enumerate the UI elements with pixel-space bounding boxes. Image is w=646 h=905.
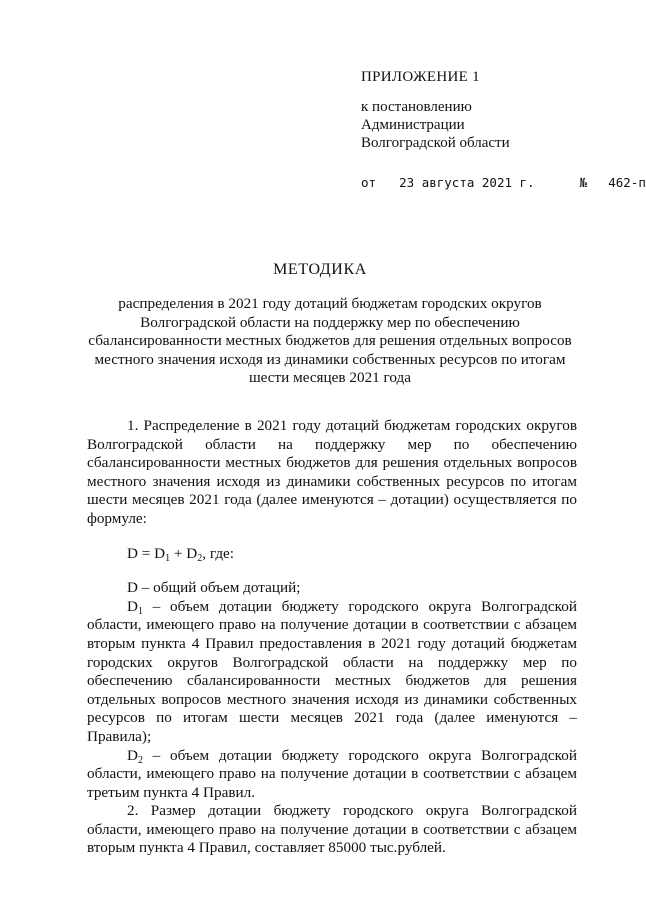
attachment-line-1: к постановлению	[361, 99, 472, 115]
formula-eq: = D	[137, 544, 166, 562]
formula-plus: + D	[170, 544, 198, 562]
formula-sub-1: 1	[165, 552, 171, 564]
definition-d: D – общий объем дотаций;	[127, 579, 301, 597]
attachment-title: ПРИЛОЖЕНИЕ 1	[361, 69, 480, 85]
decree-number: 462-п	[608, 175, 646, 190]
document-subtitle: распределения в 2021 году дотаций бюджетам городских округов Волгоградской области на поддержку мер по обеспечению сбалансированности местных бюджетов для решения отдельных вопросов местного значения исходя из динамики собственных ресурсов по итогам шести месяцев 2021 года	[88, 295, 572, 387]
d2-text: – объем дотации бюджету городского округа Волгоградской области, имеющего право на получение дотации в соответствии с абзацем третьим пункта 4 Правил.	[87, 746, 577, 801]
document-body	[87, 417, 577, 858]
attachment-block	[361, 68, 646, 192]
definition-d2	[87, 747, 577, 803]
formula-d: D	[127, 544, 138, 562]
formula	[87, 545, 577, 564]
d1-symbol: D	[127, 597, 138, 615]
date-prefix: от	[361, 175, 377, 190]
paragraph-2: 2. Размер дотации бюджету городского округа Волгоградской области, имеющего право на получение дотации в соответствии с абзацем вторым пункта 4 Правил, составляет 85000 тыс.рублей.	[87, 802, 577, 857]
attachment-line-3: Волгоградской области	[361, 135, 510, 151]
paragraph-1: 1. Распределение в 2021 году дотаций бюджетам городских округов Волгоградской области на поддержку мер по обеспечению сбалансированности местных бюджетов для решения отдельных вопросов местного значения исходя из динамики собственных ресурсов по итогам шести месяцев 2021 года (далее именуются – дотации) осуществляется по формуле:	[87, 417, 577, 527]
d2-subscript: 2	[137, 754, 143, 766]
attachment-line-2: Администрации	[361, 117, 465, 133]
number-sign: №	[579, 175, 588, 190]
d1-text: – объем дотации бюджету городского округа Волгоградской области, имеющего право на получение дотации в соответствии с абзацем вторым пункта 4 Правил предоставления в 2021 году дотаций бюджетам городских округов Волгоградской области на поддержку мер по обеспечению сбалансированности местных бюджетов для решения отдельных вопросов местного значения исходя из динамики собственных ресурсов по итогам шести месяцев 2021 года (далее именуются – Правила);	[87, 597, 577, 745]
decree-date: 23 августа 2021 г.	[399, 175, 535, 190]
d2-symbol: D	[127, 746, 138, 764]
formula-sub-2: 2	[197, 552, 203, 564]
definition-d1	[87, 598, 577, 747]
d1-subscript: 1	[137, 605, 143, 617]
attachment-date-line	[361, 174, 646, 192]
document-title: МЕТОДИКА	[273, 261, 367, 278]
formula-tail: , где:	[202, 544, 235, 562]
